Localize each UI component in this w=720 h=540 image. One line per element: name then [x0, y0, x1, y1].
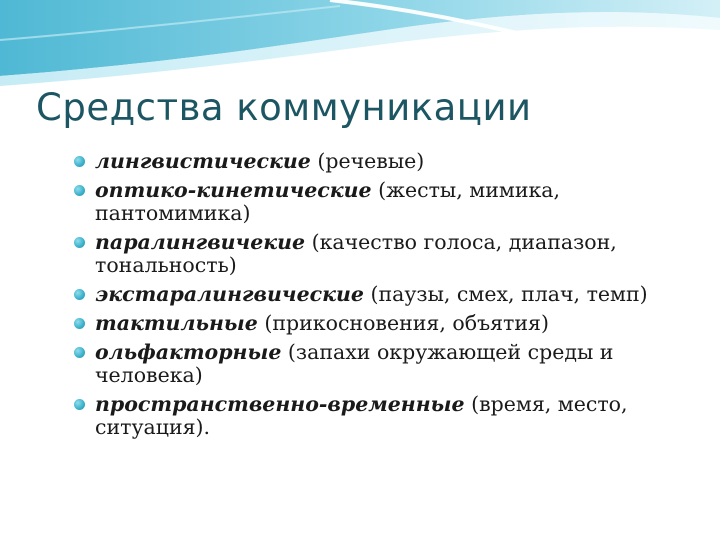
item-description: (речевые) — [310, 149, 425, 173]
item-term: ольфакторные — [95, 340, 282, 364]
item-description: (жесты, мимика, пантомимика) — [95, 178, 561, 225]
bullet-icon — [74, 318, 85, 329]
item-description: (паузы, смех, плач, темп) — [363, 282, 648, 306]
item-term: пространственно-временные — [95, 392, 465, 416]
item-term: оптико-кинетические — [95, 178, 372, 202]
list-item — [0, 393, 665, 439]
item-description: (качество голоса, диапазон, тональность) — [95, 230, 617, 277]
bullet-list — [0, 150, 720, 445]
bullet-icon — [74, 156, 85, 167]
bullet-icon — [74, 399, 85, 410]
list-item — [0, 341, 665, 387]
bullet-icon — [74, 185, 85, 196]
bullet-icon — [74, 237, 85, 248]
item-term: паралингвичекие — [95, 230, 306, 254]
item-term: лингвистические — [95, 149, 311, 173]
list-item — [0, 179, 665, 225]
item-description: (запахи окружающей среды и человека) — [95, 340, 614, 387]
bullet-icon — [74, 347, 85, 358]
header-wave-decoration — [0, 0, 720, 90]
list-item — [0, 150, 665, 173]
item-description: (прикосновения, объятия) — [257, 311, 549, 335]
list-item — [0, 231, 665, 277]
item-term: тактильные — [95, 311, 258, 335]
item-description: (время, место, ситуация). — [95, 392, 628, 439]
bullet-icon — [74, 289, 85, 300]
list-item — [0, 312, 665, 335]
slide-title: Средства коммуникации — [36, 86, 532, 129]
item-term: экстаралингвические — [95, 282, 364, 306]
list-item — [0, 283, 665, 306]
